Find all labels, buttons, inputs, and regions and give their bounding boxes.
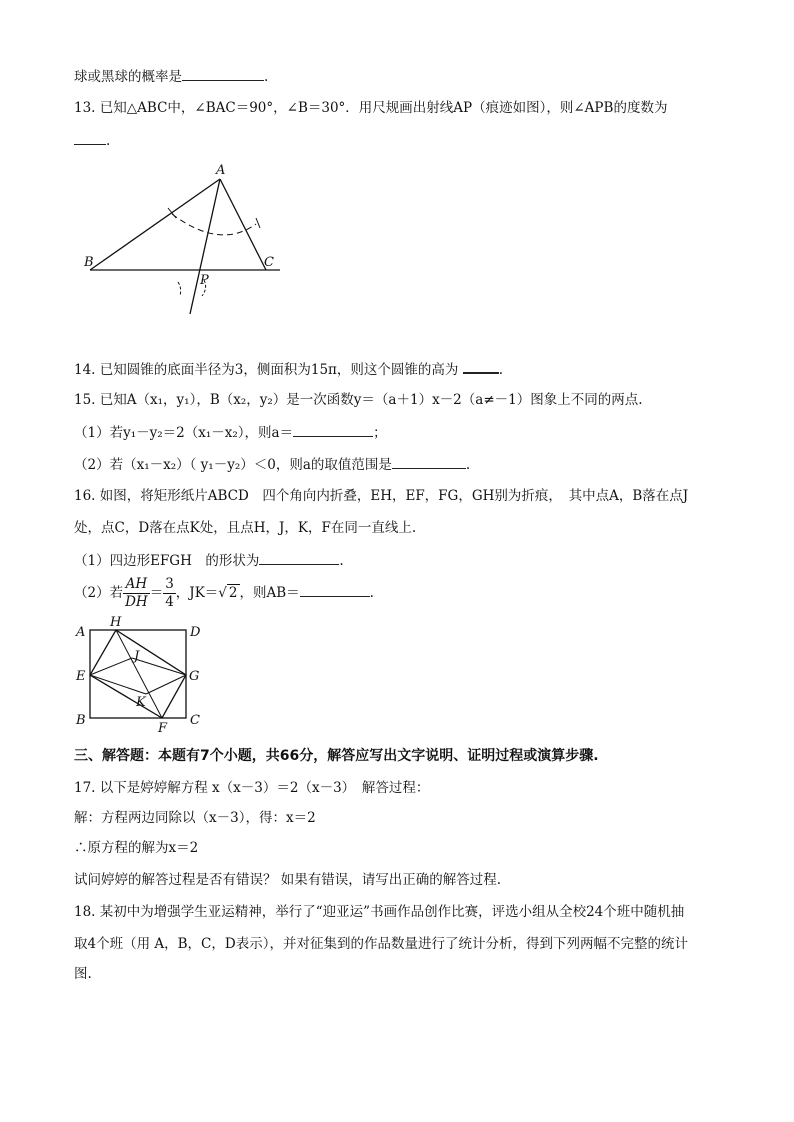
segment-ej xyxy=(90,658,132,675)
q12-tail-line xyxy=(74,66,268,87)
label-j: J xyxy=(134,649,140,664)
q17-solution-line2 xyxy=(74,838,198,858)
q14-end: . xyxy=(498,362,503,378)
q18-line2 xyxy=(74,934,688,954)
q12-answer-blank[interactable] xyxy=(182,66,264,81)
q16-part1 xyxy=(74,550,344,571)
q16-ratio-fraction xyxy=(123,576,150,611)
sqrt-icon: √ xyxy=(218,585,227,601)
q16-part1-end: . xyxy=(339,553,344,569)
q17-question xyxy=(74,870,501,890)
q13-end: . xyxy=(106,133,111,149)
q18-line3-text: 图. xyxy=(74,966,92,982)
q17-stem-text: 17. 以下是婷婷解方程 x（x－3）＝2（x－3） 解答过程： xyxy=(74,780,430,796)
label-a: A xyxy=(216,163,226,178)
q17-ask-text: 试问婷婷的解答过程是否有错误？ 如果有错误，请写出正确的解答过程. xyxy=(74,872,502,888)
q16-part2 xyxy=(74,574,374,612)
label-d: D xyxy=(190,625,201,640)
q13-stem xyxy=(74,98,667,118)
q16-part2-mid: ，JK＝ xyxy=(175,585,219,601)
q18-line1-text: 18. 某初中为增强学生亚运精神，举行了“迎亚运”书画作品创作比赛，评选小组从全校24个班中随机抽 xyxy=(74,904,685,920)
q15-stem-text: 15. 已知A（x₁，y₁），B（x₂，y₂）是一次函数y＝（a＋1）x－2（a≠－1）图象上不同的两点. xyxy=(74,392,643,408)
label-b: B xyxy=(84,255,94,270)
q14-answer-blank[interactable] xyxy=(463,358,499,374)
q12-tail-text: 球或黑球的概率是 xyxy=(74,69,182,85)
fraction-numerator: AH xyxy=(123,576,150,594)
value-numerator: 3 xyxy=(165,576,174,592)
section3-title: 三、解答题：本题有7个小题，共66分，解答应写出文字说明、证明过程或演算步骤. xyxy=(74,748,599,764)
ray-ap xyxy=(190,179,220,314)
q16-stem-line1 xyxy=(74,486,688,506)
label-p: P xyxy=(200,273,209,288)
q16-stem-line2 xyxy=(74,518,416,538)
q16-rectangle-figure xyxy=(72,614,212,734)
segment-gj xyxy=(132,658,186,675)
label-k: K xyxy=(136,695,146,710)
q18-line1 xyxy=(74,902,684,922)
q14-text: 14. 已知圆锥的底面半径为3，侧面积为15π，则这个圆锥的高为 xyxy=(74,362,459,378)
label-c: C xyxy=(190,713,200,728)
q14-line xyxy=(74,358,503,380)
q16-value-fraction xyxy=(163,576,176,611)
q17-sol2-text: ∴原方程的解为x＝2 xyxy=(74,840,199,856)
label-b: B xyxy=(76,713,86,728)
q18-line2-text: 取4个班（用 A，B，C，D表示），并对征集到的作品数量进行了统计分析，得到下列两幅不完整的统计 xyxy=(74,936,688,952)
fraction-denominator: DH xyxy=(125,594,148,610)
segment-ab xyxy=(90,179,220,270)
q15-stem xyxy=(74,390,643,410)
q16-part2-prefix: （2）若 xyxy=(74,585,124,601)
label-f: F xyxy=(158,721,168,734)
q15-part2 xyxy=(74,454,470,475)
q15-part1 xyxy=(74,422,387,443)
q17-stem xyxy=(74,778,429,798)
label-e: E xyxy=(76,669,86,684)
label-a: A xyxy=(76,625,86,640)
q16-stem1-text: 16. 如图，将矩形纸片ABCD 四个角向内折叠，EH，EF，FG，GH别为折痕， 其中点A，B落在点J xyxy=(74,488,689,504)
q15-part2-text: （2）若（x₁－x₂）（ y₁－y₂）＜0，则a的取值范围是 xyxy=(74,457,392,473)
section3-heading xyxy=(74,746,599,766)
q18-line3 xyxy=(74,964,92,984)
sqrt-expression xyxy=(218,574,239,612)
construction-mark-left xyxy=(178,282,181,296)
label-c: C xyxy=(264,255,274,270)
q17-solution-line1 xyxy=(74,808,316,828)
q15-part1-blank[interactable] xyxy=(293,422,373,437)
arc-tick-right xyxy=(256,218,260,228)
q12-tail-end: . xyxy=(264,69,269,85)
q16-part1-blank[interactable] xyxy=(259,550,339,565)
q16-part2-end: . xyxy=(369,585,374,601)
q13-answer-blank[interactable] xyxy=(74,130,106,145)
q17-sol1-text: 解：方程两边同除以（x－3），得：x＝2 xyxy=(74,810,316,826)
q16-equals: ＝ xyxy=(149,585,164,601)
label-g: G xyxy=(189,669,200,684)
label-h: H xyxy=(110,615,122,630)
q16-stem2-text: 处，点C，D落在点K处，且点H，J，K，F在同一直线上. xyxy=(74,520,417,536)
q16-part1-text: （1）四边形EFGH 的形状为 xyxy=(74,553,260,569)
q15-part2-end: . xyxy=(465,457,471,473)
q16-part2-blank[interactable] xyxy=(300,582,370,597)
q13-triangle-figure xyxy=(80,162,290,322)
q15-part1-text: （1）若y₁－y₂＝2（x₁－x₂），则a＝ xyxy=(74,425,294,441)
q15-part2-blank[interactable] xyxy=(392,454,466,469)
value-denominator: 4 xyxy=(165,594,174,610)
arc-tick-left xyxy=(168,208,176,218)
sqrt-radicand: 2 xyxy=(228,585,238,601)
q13-answer-line xyxy=(74,130,110,151)
q16-part2-after: ，则AB＝ xyxy=(239,585,300,601)
q15-part1-end: ； xyxy=(373,425,387,441)
q13-text: 13. 已知△ABC中，∠BAC＝90°，∠B＝30°．用尺规画出射线AP（痕迹如图），则∠APB的度数为 xyxy=(74,100,668,116)
